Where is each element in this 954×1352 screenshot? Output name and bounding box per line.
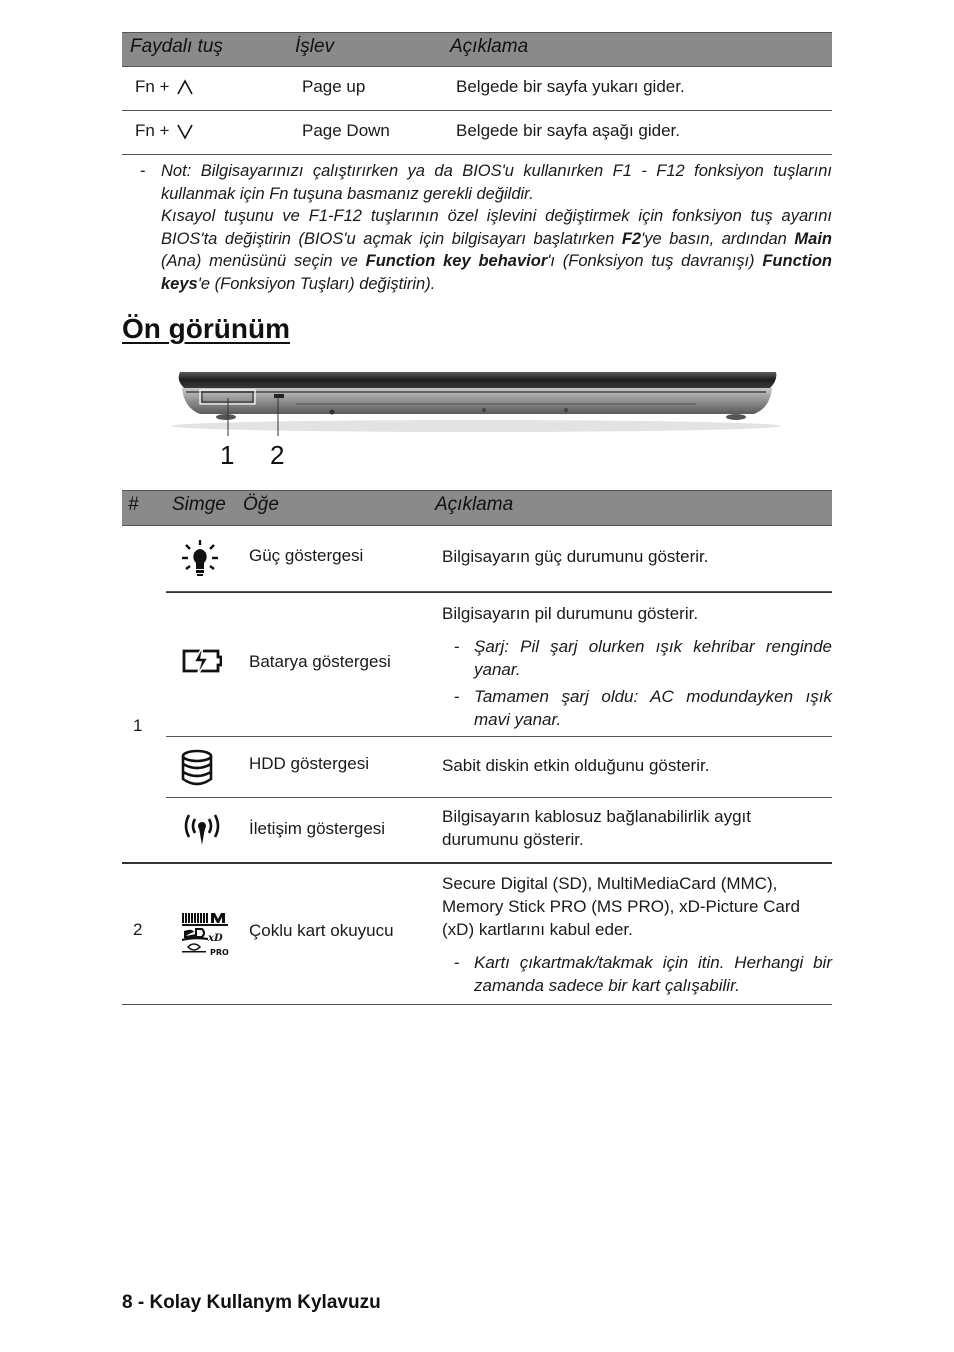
header-item: Öğe xyxy=(243,494,279,515)
table-row xyxy=(166,593,832,737)
key-table-header xyxy=(122,32,832,67)
header-useful-key: Faydalı tuş xyxy=(130,36,223,57)
description-text: Bilgisayarın kablosuz bağlanabilirlik aygıt durumunu gösterir. xyxy=(442,807,751,849)
description-text: Bilgisayarın güç durumunu gösterir. xyxy=(442,547,709,566)
description-cell: Belgede bir sayfa aşağı gider. xyxy=(456,121,680,140)
item-name: Çoklu kart okuyucu xyxy=(249,921,394,940)
wireless-icon xyxy=(180,813,224,847)
note-dash: - xyxy=(140,162,146,180)
note-text: 'ye basın, ardından xyxy=(641,229,795,248)
note-bold: F2 xyxy=(621,229,642,248)
note-text: Kısayol tuşunu ve F1-F12 tuşlarının özel işlevini değiştirmek için fonksiyon tuş ayarını BIOS'ta değiştirin (BIOS'u açmak için bilgisayarı başlatırken xyxy=(161,207,832,248)
shortcut-key-table xyxy=(122,32,832,155)
key-combo xyxy=(135,121,194,141)
laptop-front-view-figure xyxy=(166,368,786,473)
front-view-table xyxy=(122,490,832,1005)
function-cell: Page Down xyxy=(302,121,390,140)
pro-logo: PRO xyxy=(210,948,229,957)
laptop-illustration xyxy=(166,368,786,473)
page-footer: 8 - Kolay Kullanym Kylavuzu xyxy=(122,1292,381,1313)
header-description: Açıklama xyxy=(450,36,529,57)
row-number: 2 xyxy=(133,920,143,939)
item-name: Batarya göstergesi xyxy=(249,652,391,671)
note-bold: Function key behavior xyxy=(365,252,548,270)
header-icon: Simge xyxy=(172,494,226,515)
item-description xyxy=(442,545,832,568)
power-light-icon xyxy=(180,539,220,581)
key-label: Fn + xyxy=(135,121,170,140)
description-text: Bilgisayarın pil durumunu gösterir. xyxy=(442,604,699,623)
table-group-2 xyxy=(122,864,832,1005)
callout-1: 1 xyxy=(220,440,235,470)
bullet-item: - Tamamen şarj oldu: AC modundayken ışık mavi yanar. xyxy=(442,685,832,731)
table-row xyxy=(122,67,832,111)
item-name: Güç göstergesi xyxy=(249,546,364,565)
header-function: İşlev xyxy=(295,36,335,57)
item-description xyxy=(442,602,832,731)
card-reader-icon xyxy=(180,911,232,965)
item-description xyxy=(442,872,832,997)
description-cell: Belgede bir sayfa yukarı gider. xyxy=(456,77,685,96)
xd-logo: xD xyxy=(208,933,223,944)
item-name: İletişim göstergesi xyxy=(249,819,386,838)
function-cell: Page up xyxy=(302,77,366,96)
note-bold: Main xyxy=(794,229,832,248)
row-number: 1 xyxy=(133,716,143,735)
note-text: 'ı (Fonksiyon tuş davranışı) xyxy=(547,252,763,270)
item-name: HDD göstergesi xyxy=(249,754,369,773)
callout-2: 2 xyxy=(270,440,285,470)
hdd-icon xyxy=(180,749,214,787)
table-row xyxy=(166,864,832,1005)
table-group-1 xyxy=(122,526,832,864)
table-row xyxy=(166,798,832,864)
table-row xyxy=(166,737,832,798)
description-text: Sabit diskin etkin olduğunu gösterir. xyxy=(442,756,710,775)
item-description xyxy=(442,754,832,777)
bullet-item: - Şarj: Pil şarj olurken ışık kehribar renginde yanar. xyxy=(442,635,832,681)
page-title: Ön görünüm xyxy=(122,313,290,344)
note-bold: Function keys xyxy=(161,252,832,293)
note-line-1: Not: Bilgisayarınızı çalıştırırken ya da BIOS'u kullanırken F1 - F12 fonksiyon tuşlarını kullanmak için Fn tuşuna basmanız gerekli değildir. xyxy=(161,162,832,203)
note-text: (Ana) menüsünü seçin ve xyxy=(161,252,366,270)
note-block xyxy=(140,160,832,295)
key-combo xyxy=(135,77,194,97)
caret-down-icon xyxy=(176,122,194,140)
battery-icon xyxy=(180,643,222,679)
bullet-item: - Kartı çıkartmak/takmak için itin. Herhangi bir zamanda sadece bir kart çalışabilir. xyxy=(442,951,832,997)
caret-up-icon xyxy=(176,78,194,96)
note-text: 'e (Fonksiyon Tuşları) değiştirin). xyxy=(197,274,436,293)
note-paragraph-2 xyxy=(161,205,832,295)
description-text: Secure Digital (SD), MultiMediaCard (MMC), Memory Stick PRO (MS PRO), xD-Picture Card (xD) kartlarını kabul eder. xyxy=(442,874,800,939)
item-description xyxy=(442,805,802,851)
front-view-table-header xyxy=(122,490,832,526)
table-row xyxy=(122,111,832,155)
header-number: # xyxy=(128,494,139,515)
header-description: Açıklama xyxy=(435,494,514,515)
key-label: Fn + xyxy=(135,77,170,96)
table-row xyxy=(166,526,832,592)
